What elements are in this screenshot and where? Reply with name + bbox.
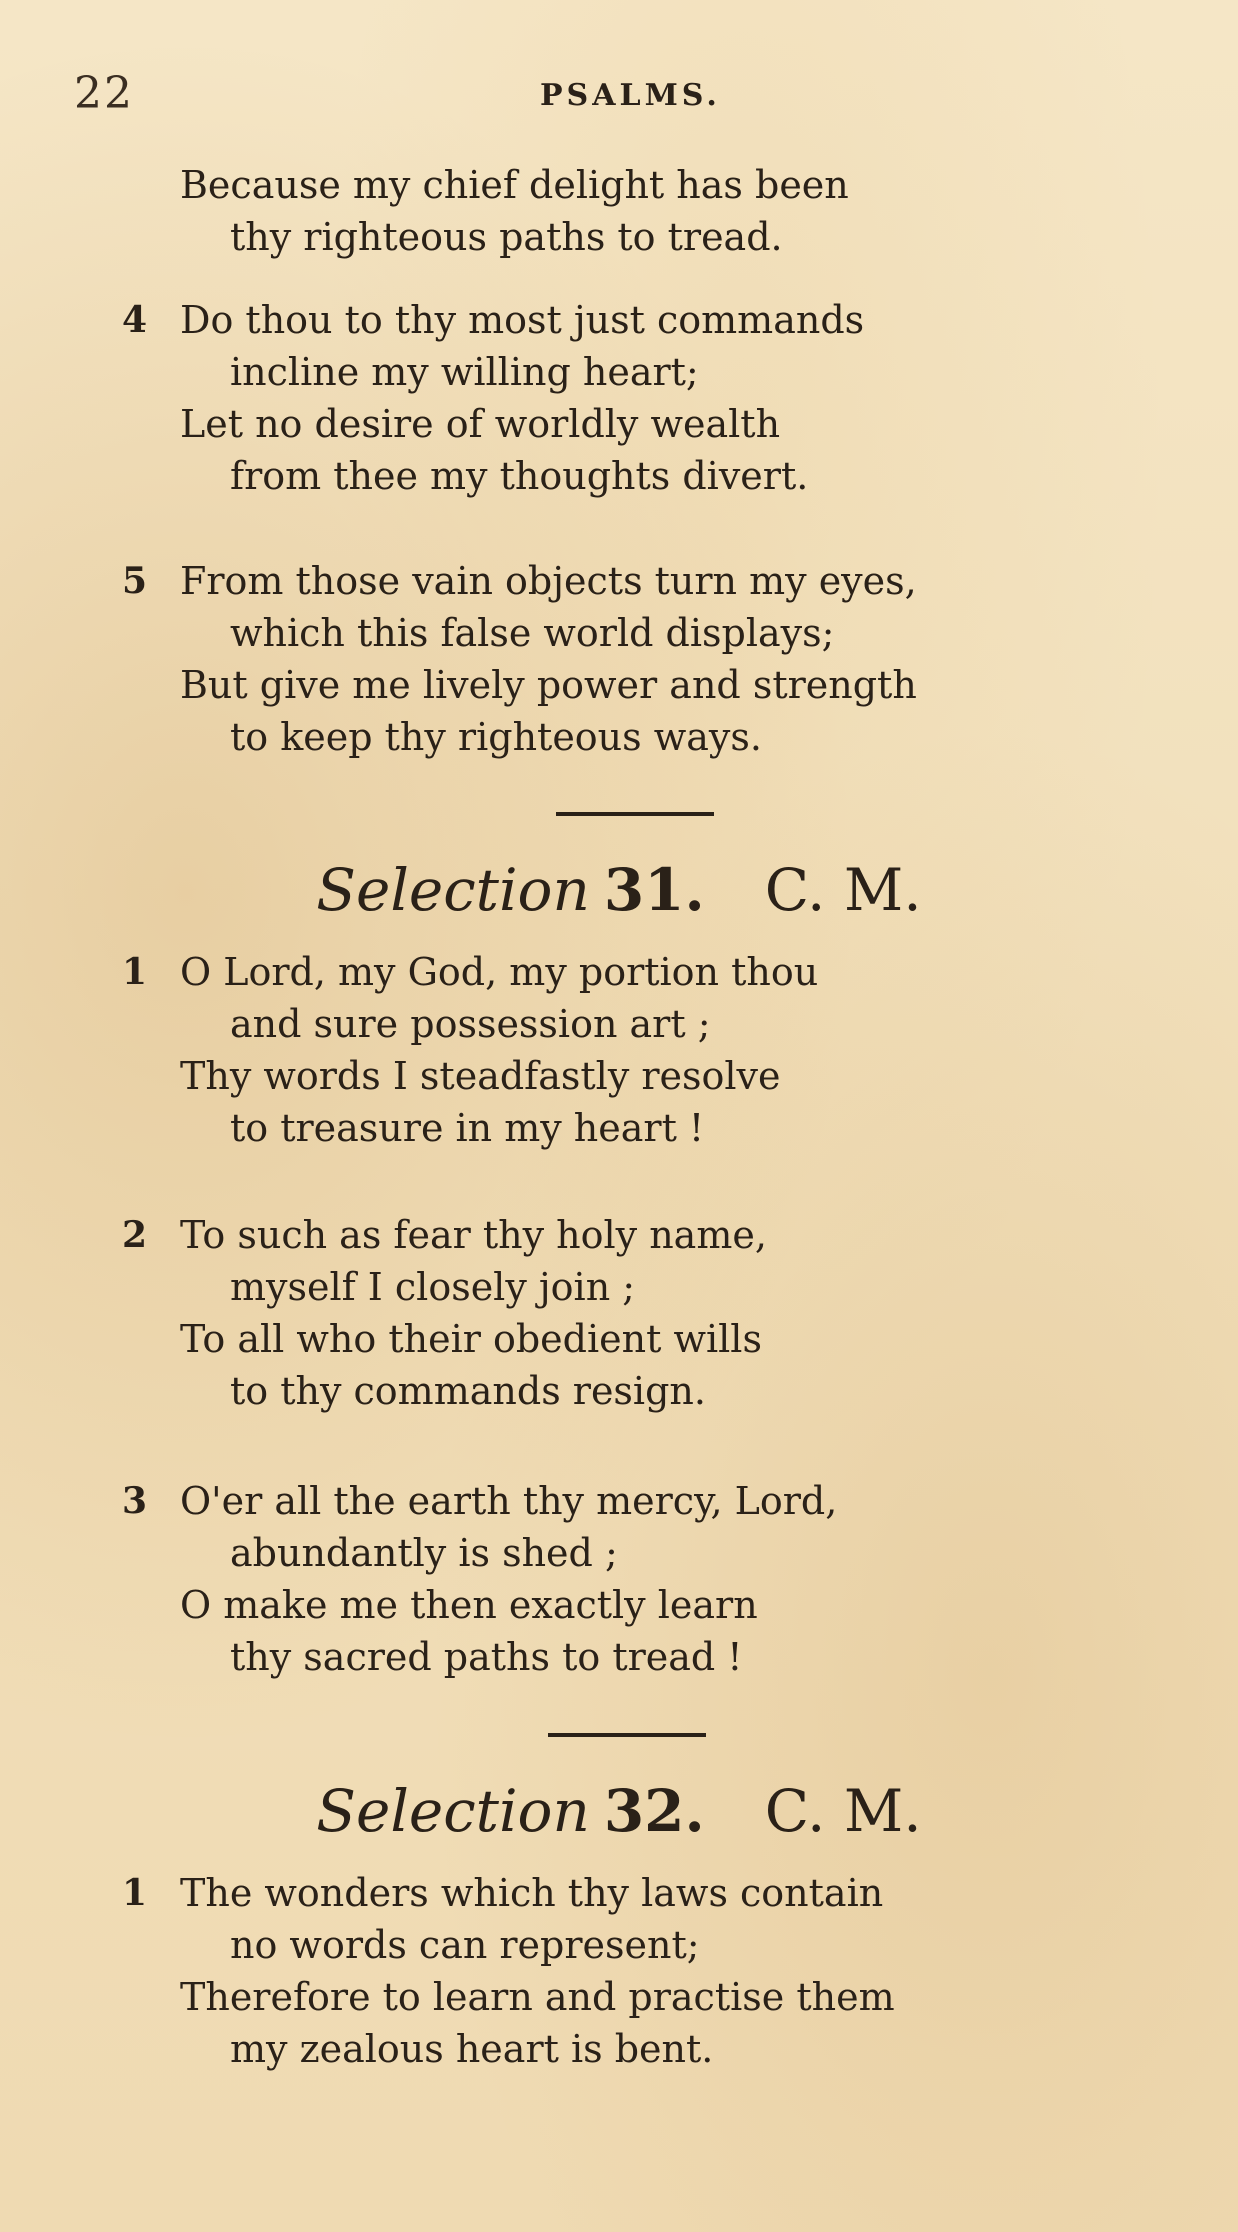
verse-line: no words can represent; (230, 1923, 700, 1967)
stanza-number: 1 (122, 1872, 148, 1914)
selection-number: 32. (603, 1777, 705, 1845)
verse-line: from thee my thoughts divert. (230, 454, 809, 498)
selection-word: Selection (316, 856, 590, 924)
verse-line: From those vain objects turn my eyes, (180, 559, 917, 603)
verse-line: thy righteous paths to tread. (230, 215, 783, 259)
verse-line: O make me then exactly learn (180, 1583, 758, 1627)
verse-line: incline my willing heart; (230, 350, 699, 394)
page-header (0, 68, 1238, 128)
selection-word: Selection (316, 1777, 590, 1845)
stanza-number: 4 (122, 299, 148, 341)
verse-line: which this false world displays; (230, 611, 835, 655)
verse-line: my zealous heart is bent. (230, 2027, 714, 2071)
verse-line: to keep thy righteous ways. (230, 715, 762, 759)
selection-number: 31. (603, 856, 705, 924)
verse-line: to thy commands resign. (230, 1369, 706, 1413)
section-divider (556, 812, 714, 816)
verse-line: To all who their obedient wills (180, 1317, 762, 1361)
verse-line: to treasure in my heart ! (230, 1106, 705, 1150)
verse-line: Let no desire of worldly wealth (180, 402, 781, 446)
stanza-number: 5 (122, 560, 148, 602)
verse-line: myself I closely join ; (230, 1265, 636, 1309)
stanza-number: 1 (122, 951, 148, 993)
verse-line: Do thou to thy most just commands (180, 298, 865, 342)
verse-line: Therefore to learn and practise them (180, 1975, 895, 2019)
verse-line: Thy words I steadfastly resolve (180, 1054, 781, 1098)
verse-line: abundantly is shed ; (230, 1531, 618, 1575)
selection-32-heading (0, 1777, 1238, 1845)
verse-line: O'er all the earth thy mercy, Lord, (180, 1479, 838, 1523)
verse-line: and sure possession art ; (230, 1002, 711, 1046)
stanza-number: 3 (122, 1480, 148, 1522)
verse-line: To such as fear thy holy name, (180, 1213, 767, 1257)
selection-31-heading (0, 856, 1238, 924)
section-divider (548, 1733, 706, 1737)
selection-meter: C. M. (764, 856, 922, 924)
verse-line: But give me lively power and strength (180, 663, 917, 707)
running-head: PSALMS. (540, 78, 721, 113)
verse-line: O Lord, my God, my portion thou (180, 950, 819, 994)
verse-line: thy sacred paths to tread ! (230, 1635, 743, 1679)
verse-line: Because my chief delight has been (180, 163, 849, 207)
stanza-number: 2 (122, 1214, 148, 1256)
page-number: 22 (74, 68, 134, 119)
selection-meter: C. M. (764, 1777, 922, 1845)
verse-line: The wonders which thy laws contain (180, 1871, 884, 1915)
